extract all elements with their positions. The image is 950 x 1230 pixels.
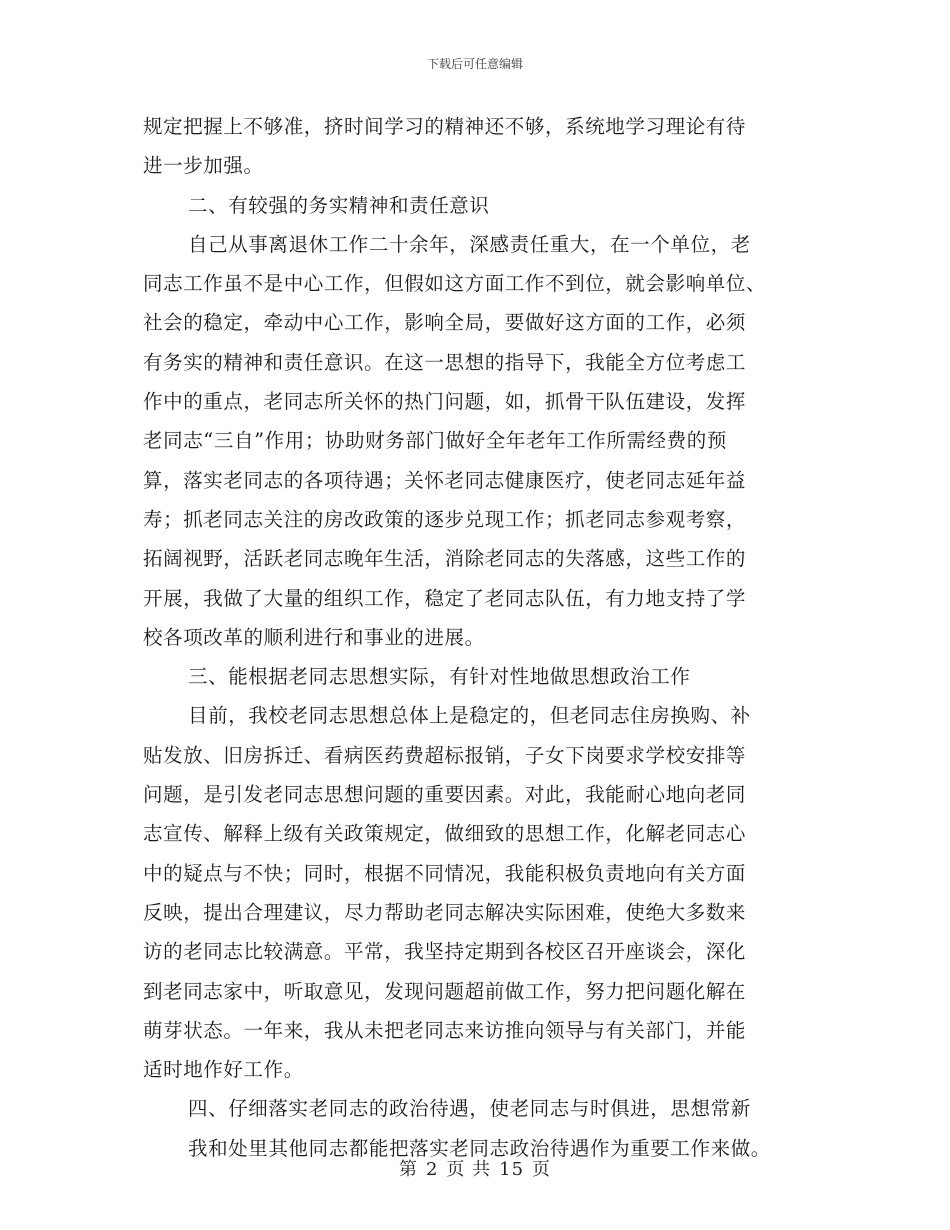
body-line: 寿；抓老同志关注的房改政策的逐步兑现工作；抓老同志参观考察， xyxy=(143,507,747,531)
body-line: 校各项改革的顺利进行和事业的进展。 xyxy=(143,625,485,649)
body-line: 作中的重点，老同志所关怀的热门问题，如，抓骨干队伍建设，发挥 xyxy=(143,390,747,414)
footer-total-pages: 15 xyxy=(499,1159,525,1180)
body-line: 中的疑点与不快；同时，根据不同情况，我能积极负责地向有关方面 xyxy=(143,861,747,885)
section-heading: 三、能根据老同志思想实际，有针对性地做思想政治工作 xyxy=(188,665,691,689)
body-line: 我和处里其他同志都能把落实老同志政治待遇作为重要工作来做。 xyxy=(188,1136,771,1160)
body-line: 自己从事离退休工作二十余年，深感责任重大，在一个单位，老 xyxy=(188,232,751,256)
body-line: 萌芽状态。一年来，我从未把老同志来访推向领导与有关部门，并能 xyxy=(143,1018,747,1042)
body-line: 算，落实老同志的各项待遇；关怀老同志健康医疗，使老同志延年益 xyxy=(143,468,747,492)
footer-suffix: 页 xyxy=(532,1159,552,1180)
footer-prefix: 第 xyxy=(398,1159,418,1180)
body-line: 适时地作好工作。 xyxy=(143,1058,304,1082)
body-line: 同志工作虽不是中心工作，但假如这方面工作不到位，就会影响单位、 xyxy=(143,272,767,296)
body-line: 目前，我校老同志思想总体上是稳定的，但老同志住房换购、补 xyxy=(188,704,751,728)
footer-page-number: 2 xyxy=(425,1159,439,1180)
section-heading: 四、仔细落实老同志的政治待遇，使老同志与时俱进，思想常新 xyxy=(188,1097,751,1121)
body-line: 志宣传、解释上级有关政策规定，做细致的思想工作，化解老同志心 xyxy=(143,822,747,846)
body-line: 到老同志家中，听取意见，发现问题超前做工作，努力把问题化解在 xyxy=(143,979,747,1003)
document-body xyxy=(143,107,805,1168)
body-line: 社会的稳定，牵动中心工作，影响全局，要做好这方面的工作，必须 xyxy=(143,311,747,335)
body-line: 拓阔视野，活跃老同志晚年生活，消除老同志的失落感，这些工作的 xyxy=(143,547,747,571)
body-line: 访的老同志比较满意。平常，我坚持定期到各校区召开座谈会，深化 xyxy=(143,940,747,964)
body-line: 老同志“三自”作用；协助财务部门做好全年老年工作所需经费的预 xyxy=(143,429,727,453)
body-line: 反映，提出合理建议，尽力帮助老同志解决实际困难，使绝大多数来 xyxy=(143,900,747,924)
body-line: 开展，我做了大量的组织工作，稳定了老同志队伍，有力地支持了学 xyxy=(143,586,747,610)
page-footer xyxy=(0,1155,950,1181)
body-line: 进一步加强。 xyxy=(143,154,264,178)
page-header: 下载后可任意编辑 xyxy=(426,57,523,71)
body-line: 问题，是引发老同志思想问题的重要因素。对此，我能耐心地向老同 xyxy=(143,783,747,807)
footer-middle: 页 共 xyxy=(446,1159,492,1180)
section-heading: 二、有较强的务实精神和责任意识 xyxy=(188,193,490,217)
body-line: 规定把握上不够准，挤时间学习的精神还不够，系统地学习理论有待 xyxy=(143,115,747,138)
body-line: 贴发放、旧房拆迁、看病医药费超标报销，子女下岗要求学校安排等 xyxy=(143,743,747,767)
body-line: 有务实的精神和责任意识。在这一思想的指导下，我能全方位考虑工 xyxy=(143,350,747,374)
